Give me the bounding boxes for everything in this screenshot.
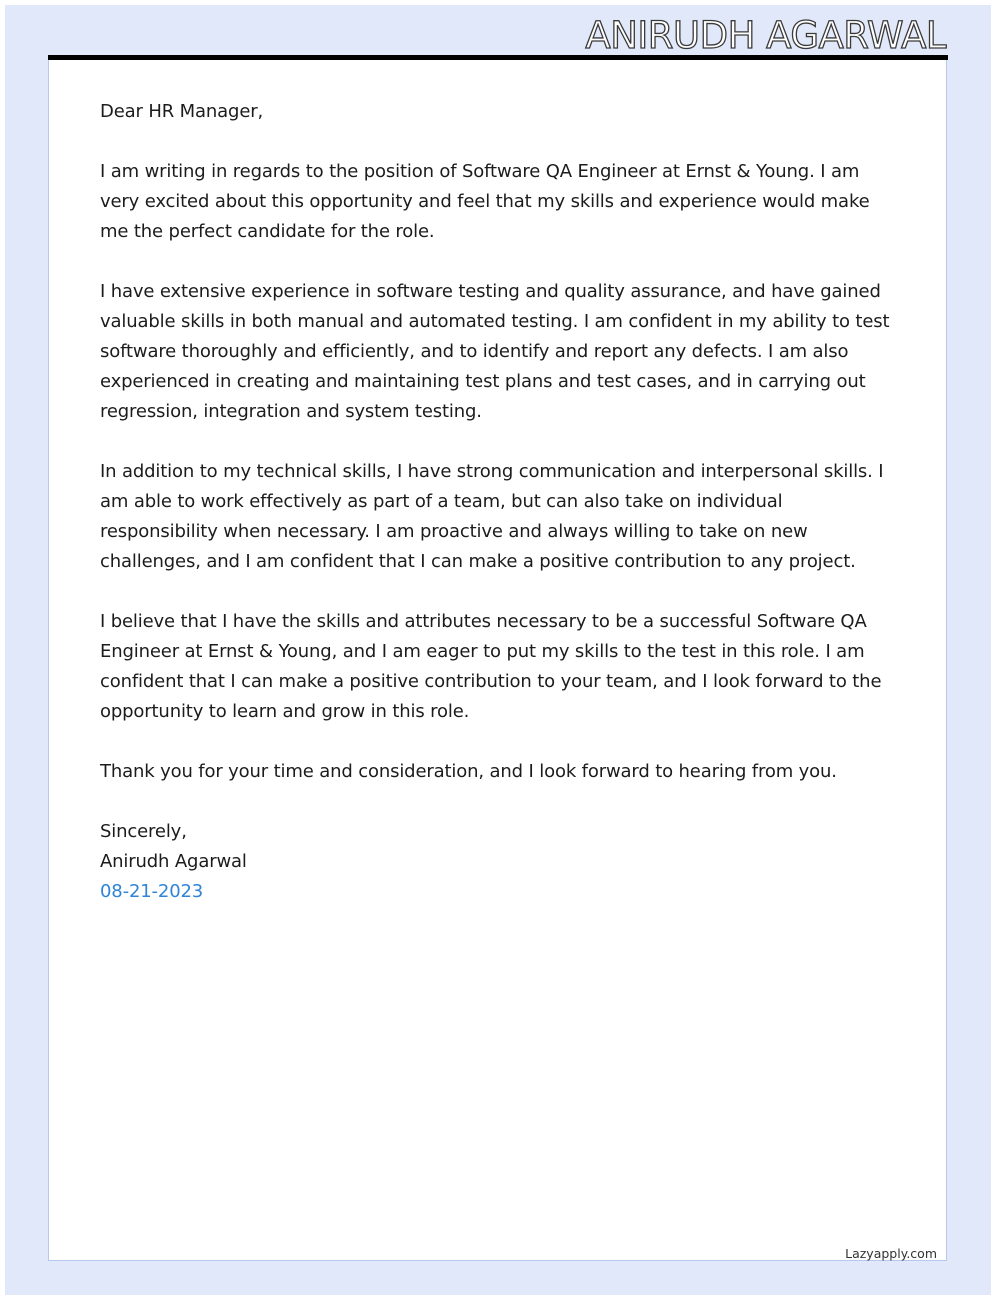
footer-brand: Lazyapply.com <box>845 1246 937 1261</box>
signature-name: Anirudh Agarwal <box>100 851 247 872</box>
letter-paragraph-4: I believe that I have the skills and attributes necessary to be a successful Software QA Engineer at Ernst & Young, and I am eager to put my skills to the test in this role. I am confident that I can make a positive contribution to your team, and I look forward to the opportunity to learn and grow in this role. <box>100 611 882 722</box>
signature-block <box>100 817 900 907</box>
letter-paragraph-2: I have extensive experience in software testing and quality assurance, and have gained valuable skills in both manual and automated testing. I am confident in my ability to test software thoroughly and efficiently, and to identify and report any defects. I am also experienced in creating and maintaining test plans and test cases, and in carrying out regression, integration and system testing. <box>100 281 890 422</box>
letter-closing: Sincerely, <box>100 821 187 842</box>
letter-greeting: Dear HR Manager, <box>100 101 264 122</box>
applicant-name-header: ANIRUDH AGARWAL <box>585 14 946 57</box>
letter-date: 08-21-2023 <box>100 881 204 902</box>
letter-paragraph-5: Thank you for your time and consideration, and I look forward to hearing from you. <box>100 761 837 782</box>
cover-letter-body <box>100 97 900 907</box>
letter-paragraph-1: I am writing in regards to the position of Software QA Engineer at Ernst & Young. I am very excited about this opportunity and feel that my skills and experience would make me the perfect candidate for the role. <box>100 161 870 242</box>
letter-paragraph-3: In addition to my technical skills, I have strong communication and interpersonal skills. I am able to work effectively as part of a team, but can also take on individual responsibility when necessary. I am proactive and always willing to take on new challenges, and I am confident that I can make a positive contribution to any project. <box>100 461 884 572</box>
